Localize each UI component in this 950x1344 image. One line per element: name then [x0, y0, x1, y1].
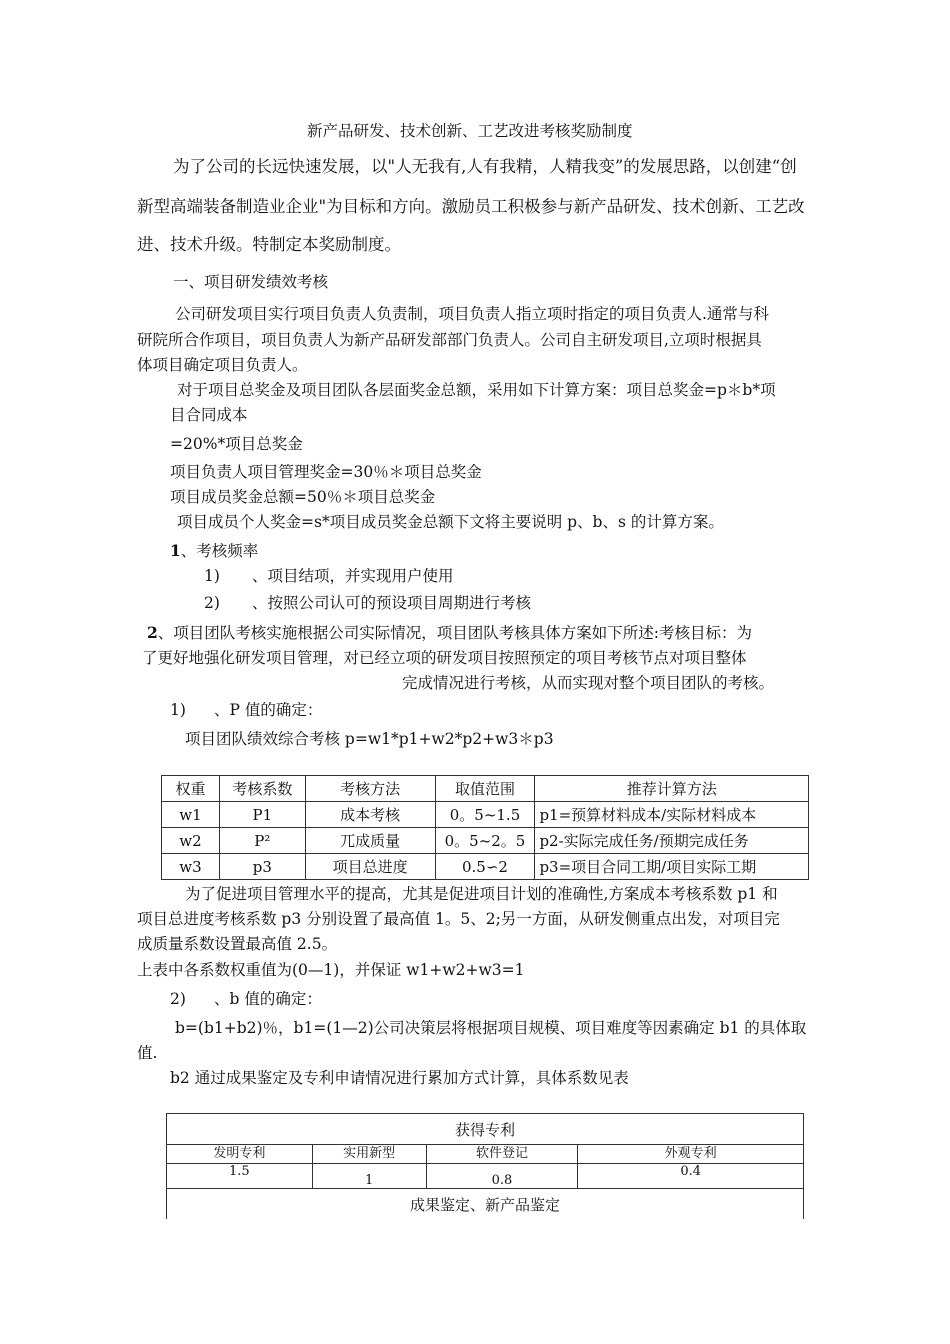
calc-line-4: 项目负责人项目管理奖金=30％＊项目总奖金 — [170, 463, 482, 481]
table-row — [167, 1164, 804, 1189]
table-cell: 0.4 — [578, 1164, 804, 1189]
intro-line-1: 为了公司的长远快速发展，以"人无我有,人有我精，人精我变”的发展思路，以创建“创 — [173, 157, 797, 176]
table-cell: w2 — [162, 828, 220, 854]
table-cell: 0。5~1.5 — [435, 802, 535, 828]
after-table-line-1: 为了促进项目管理水平的提高，尤其是促进项目计划的准确性,方案成本考核系数 p1 和 — [185, 885, 778, 903]
b-value-heading: 、b 值的确定： — [214, 990, 322, 1008]
table-cell: p3=项目合同工期/项目实际工期 — [535, 854, 809, 880]
team-line-1 — [147, 623, 752, 643]
table-cell: P1 — [219, 802, 305, 828]
b-value-number: 2) — [170, 990, 186, 1008]
table-cell: w1 — [162, 802, 220, 828]
table-header-cell: 外观专利 — [578, 1145, 804, 1164]
table-cell: 0.8 — [426, 1164, 578, 1189]
manager-line-1: 公司研发项目实行项目负责人负责制，项目负责人指立项时指定的项目负责人.通常与科 — [175, 305, 769, 323]
frequency-heading-text: 、考核频率 — [180, 542, 259, 560]
intro-line-3: 进、技术升级。特制定本奖励制度。 — [137, 235, 401, 254]
table-header-cell: 取值范围 — [435, 776, 535, 802]
after-table-line-2: 项目总进度考核系数 p3 分别设置了最高值 1。5、2;另一方面，从研发侧重点出发，对项目完 — [137, 910, 780, 928]
table-cell: 1.5 — [167, 1164, 313, 1189]
table-header-row — [162, 776, 809, 802]
frequency-heading — [170, 541, 258, 561]
manager-line-3: 体项目确定项目负责人。 — [137, 356, 308, 374]
b-line-2: 值. — [137, 1044, 158, 1062]
table-row — [167, 1145, 804, 1164]
calc-line-3: =20%*项目总奖金 — [170, 435, 303, 453]
p-formula: 项目团队绩效综合考核 p=w1*p1+w2*p2+w3＊p3 — [185, 730, 554, 748]
table-cell: 0.5∽2 — [435, 854, 535, 880]
p-value-heading: 、P 值的确定： — [214, 701, 323, 719]
patent-table-footer: 成果鉴定、新产品鉴定 — [167, 1189, 804, 1220]
table-row — [167, 1189, 804, 1220]
frequency-heading-number: 1 — [170, 541, 181, 560]
patent-table-header: 获得专利 — [167, 1114, 804, 1145]
table-cell: 1 — [312, 1164, 426, 1189]
intro-line-2: 新型高端装备制造业企业"为目标和方向。激励员工积极参与新产品研发、技术创新、工艺改 — [137, 197, 805, 216]
patent-table — [166, 1113, 804, 1219]
table-header-cell: 权重 — [162, 776, 220, 802]
manager-line-2: 研院所合作项目，项目负责人为新产品研发部部门负责人。公司自主研发项目,立项时根据具 — [137, 331, 762, 349]
b-line-3: b2 通过成果鉴定及专利申请情况进行累加方式计算，具体系数见表 — [170, 1069, 629, 1087]
team-heading-number: 2 — [147, 623, 158, 642]
table-row — [162, 828, 809, 854]
after-table-line-4: 上表中各系数权重值为(0—1)，并保证 w1+w2+w3=1 — [137, 961, 525, 979]
team-line-1-text: 、项目团队考核实施根据公司实际情况，项目团队考核具体方案如下所述:考核目标：为 — [157, 624, 753, 642]
table-header-cell: 考核方法 — [305, 776, 435, 802]
frequency-item-1-text: 、项目结项，并实现用户使用 — [252, 567, 454, 585]
table-header-cell: 发明专利 — [167, 1145, 313, 1164]
frequency-item-2-number: 2) — [204, 594, 220, 612]
after-table-line-3: 成质量系数设置最高值 2.5。 — [137, 935, 338, 953]
table-cell: P² — [219, 828, 305, 854]
document-title: 新产品研发、技术创新、工艺改进考核奖励制度 — [307, 122, 633, 140]
table-header-cell: 考核系数 — [219, 776, 305, 802]
team-line-2: 了更好地强化研发项目管理，对已经立项的研发项目按照预定的项目考核节点对项目整体 — [142, 649, 747, 667]
b-line-1: b=(b1+b2)％，b1=(1—2)公司决策层将根据项目规模、项目难度等因素确定 b1 的具体取 — [175, 1019, 807, 1037]
table-cell: w3 — [162, 854, 220, 880]
table-row — [162, 854, 809, 880]
table-cell: 0。5~2。5 — [435, 828, 535, 854]
table-cell: p2-实际完成任务/预期完成任务 — [535, 828, 809, 854]
table-header-cell: 软件登记 — [426, 1145, 578, 1164]
frequency-item-2-text: 、按照公司认可的预设项目周期进行考核 — [252, 594, 532, 612]
table-cell: 兀成质量 — [305, 828, 435, 854]
coefficient-table — [161, 775, 809, 880]
calc-line-5: 项目成员奖金总额=50％＊项目总奖金 — [170, 488, 436, 506]
section-heading-1: 一、项目研发绩效考核 — [173, 273, 329, 291]
calc-line-1: 对于项目总奖金及项目团队各层面奖金总额，采用如下计算方案：项目总奖金=p＊b*项 — [177, 381, 776, 399]
table-header-cell: 实用新型 — [312, 1145, 426, 1164]
table-header-row — [167, 1114, 804, 1145]
table-cell: 成本考核 — [305, 802, 435, 828]
team-line-3: 完成情况进行考核，从而实现对整个项目团队的考核。 — [402, 674, 775, 692]
table-cell: p3 — [219, 854, 305, 880]
calc-line-6: 项目成员个人奖金=s*项目成员奖金总额下文将主要说明 p、b、s 的计算方案。 — [177, 513, 724, 531]
table-header-cell: 推荐计算方法 — [535, 776, 809, 802]
frequency-item-1-number: 1) — [204, 567, 220, 585]
p-value-number: 1) — [170, 701, 186, 719]
calc-line-2: 目合同成本 — [170, 406, 248, 424]
table-cell: p1=预算材料成本/实际材料成本 — [535, 802, 809, 828]
table-cell: 项目总进度 — [305, 854, 435, 880]
table-row — [162, 802, 809, 828]
